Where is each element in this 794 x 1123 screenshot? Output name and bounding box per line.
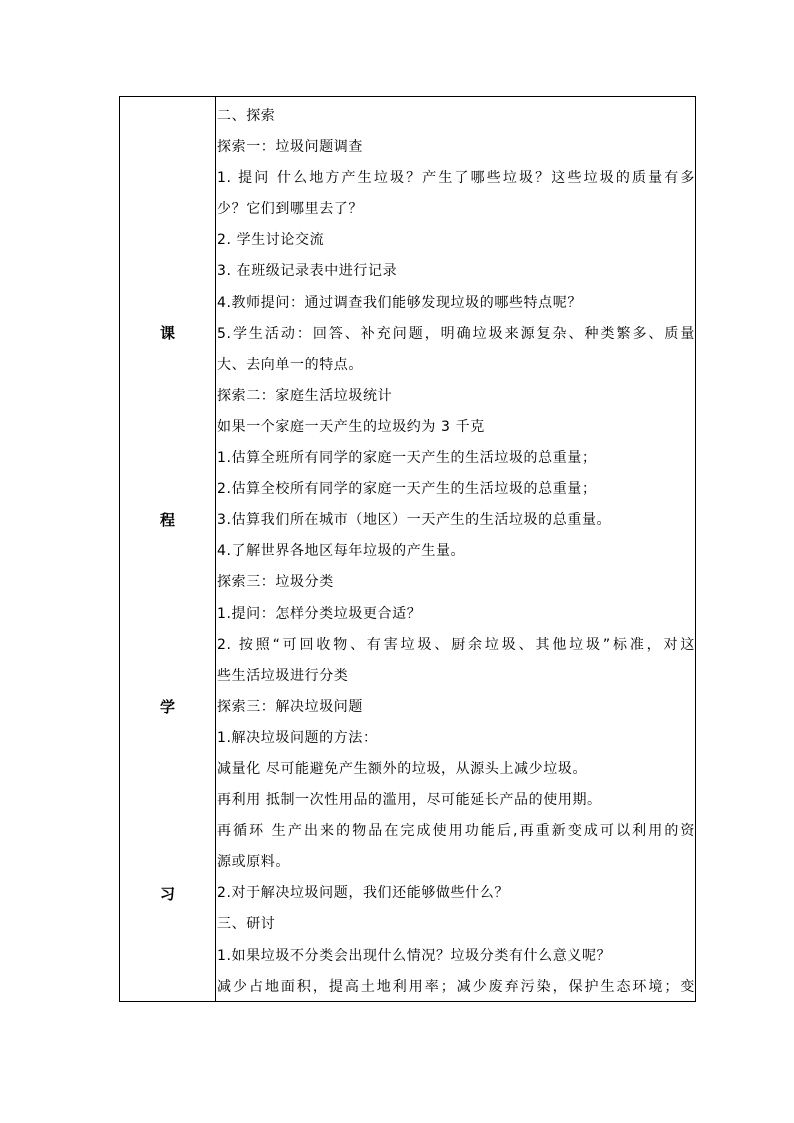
label-char-ke: 课 [159, 324, 175, 342]
label-char-xue: 学 [159, 698, 175, 716]
subheading-explore-3: 探索三：垃圾分类 [217, 574, 334, 591]
text-line: 2.对于解决垃圾问题，我们还能够做些什么？ [217, 885, 509, 902]
text-line: 1.解决垃圾问题的方法： [217, 729, 378, 746]
text-line: 如果一个家庭一天产生的垃圾约为 3 千克 [217, 418, 485, 435]
text-line: 再利用 抵制一次性用品的滥用，尽可能延长产品的使用期。 [217, 792, 602, 809]
text-line: 3. 在班级记录表中进行记录 [217, 263, 398, 280]
label-char-cheng: 程 [159, 511, 175, 529]
text-line: 减量化 尽可能避免产生额外的垃圾，从源头上减少垃圾。 [217, 760, 588, 777]
text-line: 些生活垃圾进行分类 [217, 667, 349, 684]
content-column [216, 97, 695, 1001]
text-line: 4.了解世界各地区每年垃圾的产生量。 [217, 543, 466, 560]
text-line: 少？它们到哪里去了？ [217, 201, 363, 218]
text-line: 再循环 生产出来的物品在完成使用功能后,再重新变成可以利用的资 [217, 823, 695, 840]
text-line: 4.教师提问：通过调查我们能够发现垃圾的哪些特点呢？ [217, 294, 582, 311]
lesson-table [119, 96, 696, 1002]
subheading-explore-3b: 探索三：解决垃圾问题 [217, 698, 363, 715]
text-line: 1.提问：怎样分类垃圾更合适？ [217, 605, 422, 622]
heading-explore: 二、探索 [217, 108, 276, 124]
text-line: 2.估算全校所有同学的家庭一天产生的生活垃圾的总重量； [217, 481, 597, 498]
text-line: 大、去向单一的特点。 [217, 356, 363, 373]
text-line: 1.如果垃圾不分类会出现什么情况？垃圾分类有什么意义呢？ [217, 947, 612, 964]
text-line: 减少占地面积，提高土地利用率；减少废弃污染，保护生态环境；变 [217, 978, 695, 995]
text-line: 2. 按照“可回收物、有害垃圾、厨余垃圾、其他垃圾”标准，对这 [217, 636, 695, 653]
text-line: 5.学生活动：回答、补充问题，明确垃圾来源复杂、种类繁多、质量 [217, 325, 695, 342]
text-line: 3.估算我们所在城市（地区）一天产生的生活垃圾的总重量。 [217, 512, 612, 529]
text-line: 1.估算全班所有同学的家庭一天产生的生活垃圾的总重量； [217, 450, 597, 467]
section-label-column [120, 97, 216, 1001]
text-line: 1. 提问 什么地方产生垃圾？产生了哪些垃圾？这些垃圾的质量有多 [217, 170, 695, 187]
heading-discuss: 三、研讨 [217, 916, 276, 933]
label-char-xi: 习 [159, 885, 175, 903]
text-line: 源或原料。 [217, 854, 290, 871]
text-line: 2. 学生讨论交流 [217, 232, 325, 249]
subheading-explore-2: 探索二：家庭生活垃圾统计 [217, 387, 393, 404]
subheading-explore-1: 探索一：垃圾问题调查 [217, 139, 363, 156]
